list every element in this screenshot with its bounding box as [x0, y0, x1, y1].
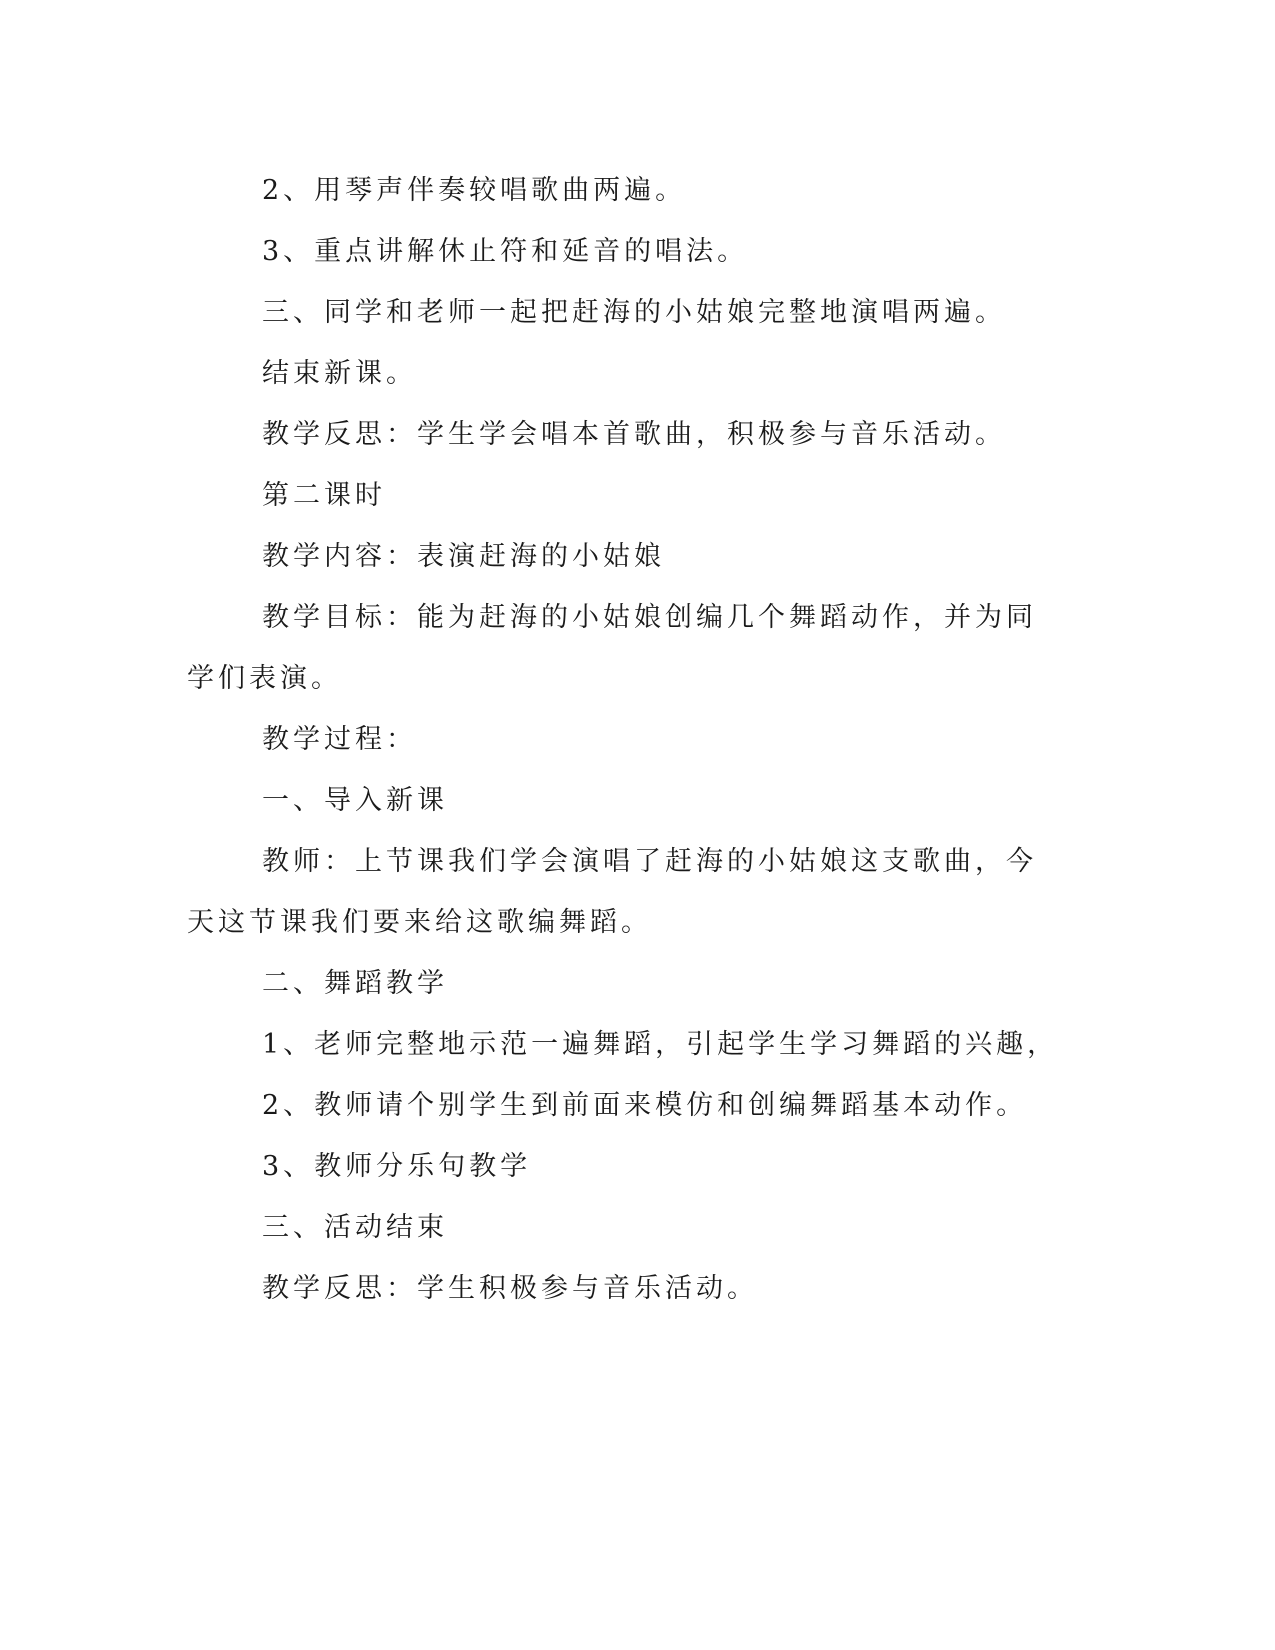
paragraph: 一、导入新课 [262, 785, 448, 816]
paragraph: 第二课时 [262, 480, 386, 511]
document-page [187, 160, 1067, 1319]
paragraph: 教学过程： [262, 724, 417, 755]
paragraph: 二、舞蹈教学 [262, 968, 448, 999]
paragraph: 3、教师分乐句教学 [262, 1151, 532, 1182]
paragraph: 1、老师完整地示范一遍舞蹈，引起学生学习舞蹈的兴趣， [262, 1029, 1059, 1060]
paragraph: 教学内容：表演赶海的小姑娘 [262, 541, 665, 572]
paragraph: 教师：上节课我们学会演唱了赶海的小姑娘这支歌曲，今天这节课我们要来给这歌编舞蹈。 [187, 846, 1037, 938]
paragraph: 3、重点讲解休止符和延音的唱法。 [262, 236, 749, 267]
paragraph: 结束新课。 [262, 358, 417, 389]
paragraph: 三、活动结束 [262, 1212, 448, 1243]
paragraph: 教学反思：学生积极参与音乐活动。 [262, 1273, 758, 1304]
paragraph: 教学反思：学生学会唱本首歌曲，积极参与音乐活动。 [262, 419, 1006, 450]
paragraph: 2、教师请个别学生到前面来模仿和创编舞蹈基本动作。 [262, 1090, 1028, 1121]
paragraph: 2、用琴声伴奏较唱歌曲两遍。 [262, 175, 687, 206]
paragraph: 教学目标：能为赶海的小姑娘创编几个舞蹈动作，并为同学们表演。 [187, 602, 1037, 694]
paragraph: 三、同学和老师一起把赶海的小姑娘完整地演唱两遍。 [262, 297, 1006, 328]
